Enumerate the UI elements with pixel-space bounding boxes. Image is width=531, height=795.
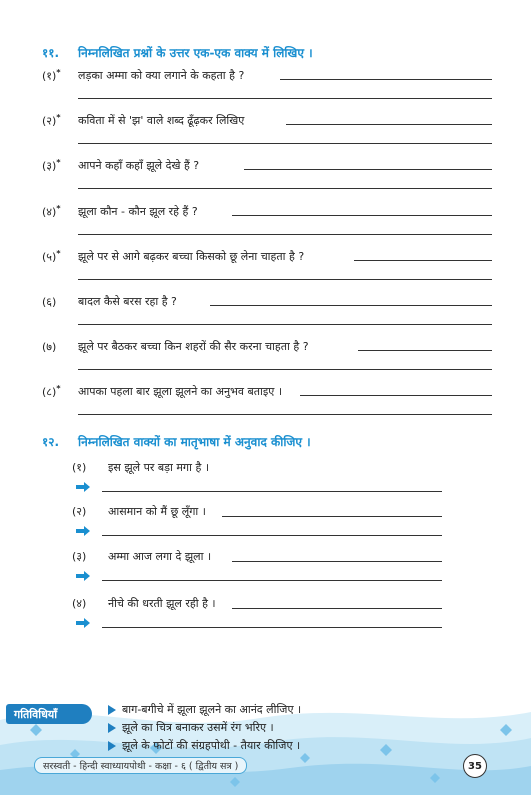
translation-item-2 [72,504,442,548]
translation-item-1 [72,460,442,504]
bullet-triangle-icon [108,723,116,733]
answer-line[interactable] [286,124,492,125]
answer-line[interactable] [102,627,442,628]
item-text: आसमान को मैं छू लूँगा । [108,505,206,518]
item-number: (२) [72,505,87,518]
translation-item-4 [72,596,442,640]
question-text: झूले पर से आगे बढ़कर बच्चा किसको छू लेना चाहता है ? [78,250,305,263]
answer-line[interactable] [78,143,492,144]
question-text: बादल कैसे बरस रहा है ? [78,295,177,308]
answer-line[interactable] [354,260,492,261]
question-number: (४)* [42,204,61,219]
question-number: (२)* [42,113,61,128]
question-number: (१)* [42,68,61,83]
answer-line[interactable] [78,369,492,370]
activity-list [108,702,301,756]
page-number: 35 [463,754,487,778]
question-6 [42,294,492,330]
section-11-heading [42,44,313,61]
question-8 [42,384,492,420]
question-number: (५)* [42,249,61,264]
answer-line[interactable] [102,580,442,581]
answer-line[interactable] [78,279,492,280]
question-5 [42,249,492,285]
book-title-label: सरस्वती - हिन्दी स्वाध्यायपोथी - कक्षा - ६ ( द्वितीय सत्र ) [34,757,247,774]
question-number: (३)* [42,158,61,173]
question-text: आपने कहाँ कहाँ झूले देखे हैं ? [78,159,200,172]
activity-item: बाग-बगीचे में झूला झूलने का आनंद लीजिए । [108,702,301,720]
arrow-icon [76,482,90,492]
item-number: (१) [72,461,87,474]
arrow-icon [76,571,90,581]
question-text: कविता में से 'झ' वाले शब्द ढूँढ़कर लिखिए [78,114,245,127]
section-11-title: निम्नलिखित प्रश्नों के उत्तर एक-एक वाक्य में लिखिए । [78,46,313,60]
answer-line[interactable] [78,188,492,189]
question-2 [42,113,492,149]
translation-item-3 [72,549,442,593]
answer-line[interactable] [78,234,492,235]
activity-item: झूले के फोटों की संग्रहपोथी - तैयार कीजिए । [108,738,301,756]
section-12-number: १२. [42,435,60,449]
item-text: अम्मा आज लगा दे झूला । [108,550,212,563]
question-number: (७) [42,340,57,354]
question-1 [42,68,492,104]
question-text: लड़का अम्मा को क्या लगाने के कहता है ? [78,69,245,82]
item-number: (४) [72,597,87,610]
answer-line[interactable] [78,324,492,325]
item-text: नीचे की धरती झूल रही है । [108,597,216,610]
question-4 [42,204,492,240]
question-number: (६) [42,295,57,309]
answer-line[interactable] [232,608,442,609]
question-text: झूला कौन - कौन झूल रहे हैं ? [78,205,198,218]
answer-line[interactable] [102,535,442,536]
question-number: (८)* [42,384,61,399]
question-text: आपका पहला बार झूला झूलने का अनुभव बताइए । [78,385,282,398]
answer-line[interactable] [78,98,492,99]
activity-item: झूले का चित्र बनाकर उसमें रंग भरिए । [108,720,301,738]
answer-line[interactable] [102,491,442,492]
answer-line[interactable] [222,516,442,517]
arrow-icon [76,618,90,628]
answer-line[interactable] [358,350,492,351]
arrow-icon [76,526,90,536]
question-3 [42,158,492,194]
question-7 [42,339,492,375]
bullet-triangle-icon [108,705,116,715]
answer-line[interactable] [232,561,442,562]
answer-line[interactable] [210,305,492,306]
answer-line[interactable] [244,169,492,170]
answer-line[interactable] [280,79,492,80]
section-12-title: निम्नलिखित वाक्यों का मातृभाषा में अनुवाद कीजिए । [78,435,311,449]
answer-line[interactable] [232,215,492,216]
section-12-heading [42,433,311,450]
answer-line[interactable] [78,414,492,415]
activity-footer [0,690,531,795]
item-number: (३) [72,550,87,563]
question-text: झूले पर बैठकर बच्चा किन शहरों की सैर करना चाहता है ? [78,340,309,353]
bullet-triangle-icon [108,741,116,751]
item-text: इस झूले पर बड़ा मगा है । [108,461,209,474]
answer-line[interactable] [300,395,492,396]
activity-label: गतिविधियाँ [6,704,92,724]
section-11-number: ११. [42,46,60,60]
